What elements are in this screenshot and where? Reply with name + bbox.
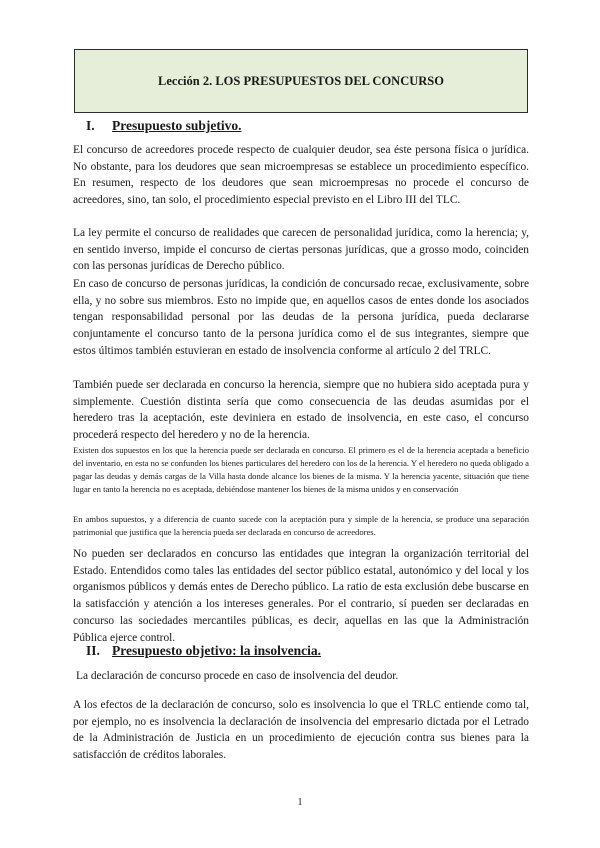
note-paragraph: En ambos supuestos, y a diferencia de cuanto sucede con la aceptación pura y simple de la herencia, se produce una separación patrimonial que justifica que la herencia pueda ser declarada en concurso de acreedores. xyxy=(73,514,529,537)
note-paragraph: Existen dos supuestos en los que la herencia puede ser declarada en concurso. El primero es el de la herencia aceptada a beneficio del inventario, en esta no se confunden los bienes particulares del heredero con los de la herencia. Y el heredero no queda obligado a pagar las deudas y demás cargas de la Villa hasta donde alcance los bienes de la misma. Y la herencia yacente, situación que tiene lugar en tanto la herencia no es aceptada, debiéndose mantener los bienes de la misma unidos y en conservación xyxy=(73,445,529,494)
section-1-heading xyxy=(86,118,242,134)
paragraph: El concurso de acreedores procede respecto de cualquier deudor, sea éste persona física o jurídica. No obstante, para los deudores que sean microempresas se establece un procedimiento específico. En resumen, respecto de los deudores que sean microempresas no procede el concurso de acreedores, sino, tan solo, el procedimiento especial previsto en el Libro III del TLC. xyxy=(73,144,529,207)
paragraph: No pueden ser declarados en concurso las entidades que integran la organización territorial del Estado. Entendidos como tales las entidades del sector público estatal, autonómico y del local y los organismos públicos y demás entes de Derecho público. La ratio de esta exclusión debe buscarse en la satisfacción y atención a los intereses generales. Por el contrario, sí pueden ser declaradas en concurso las sociedades mercantiles públicas, es decir, aquellas en las que la Administración Pública ejerce control. xyxy=(73,548,529,644)
page-number: 1 xyxy=(297,797,303,808)
section-1-number: I. xyxy=(86,118,95,133)
paragraph: En caso de concurso de personas jurídicas, la condición de concursado recae, exclusivamente, sobre ella, y no sobre sus miembros. Esto no impide que, en aquellos casos de entes donde los asociados tengan responsabilidad personal por las deudas de la persona jurídica, pueda declararse conjuntamente el concurso tanto de la persona jurídica como el de sus integrantes, siempre que estos últimos también estuvieran en estado de insolvencia conforme al artículo 2 del TRLC. xyxy=(73,278,529,357)
paragraph: También puede ser declarada en concurso la herencia, siempre que no hubiera sido aceptada pura y simplemente. Cuestión distinta sería que como consecuencia de las deudas asumidas por el heredero tras la aceptación, este deviniera en estado de insolvencia, en este caso, el concurso procederá respecto del heredero y no de la herencia. xyxy=(73,379,529,442)
section-2-heading xyxy=(86,643,321,659)
section-2-title: Presupuesto objetivo: la insolvencia. xyxy=(112,643,321,658)
paragraph: A los efectos de la declaración de concurso, solo es insolvencia lo que el TRLC entiende como tal, por ejemplo, no es insolvencia la declaración de insolvencia del empresario dictada por el Letrado de la Administración de Justicia en un procedimiento de ejecución contra sus bienes para la satisfacción de créditos laborales. xyxy=(73,699,529,762)
lesson-title-box xyxy=(74,49,528,113)
paragraph: La declaración de concurso procede en caso de insolvencia del deudor. xyxy=(76,670,399,682)
section-1-title: Presupuesto subjetivo. xyxy=(112,118,242,133)
lesson-title: Lección 2. LOS PRESUPUESTOS DEL CONCURSO xyxy=(158,73,444,88)
paragraph: La ley permite el concurso de realidades que carecen de personalidad jurídica, como la herencia; y, en sentido inverso, impide el concurso de ciertas personas jurídicas, que a grosso modo, coinciden con las personas jurídicas de Derecho público. xyxy=(73,227,529,273)
section-2-number: II. xyxy=(86,643,100,658)
